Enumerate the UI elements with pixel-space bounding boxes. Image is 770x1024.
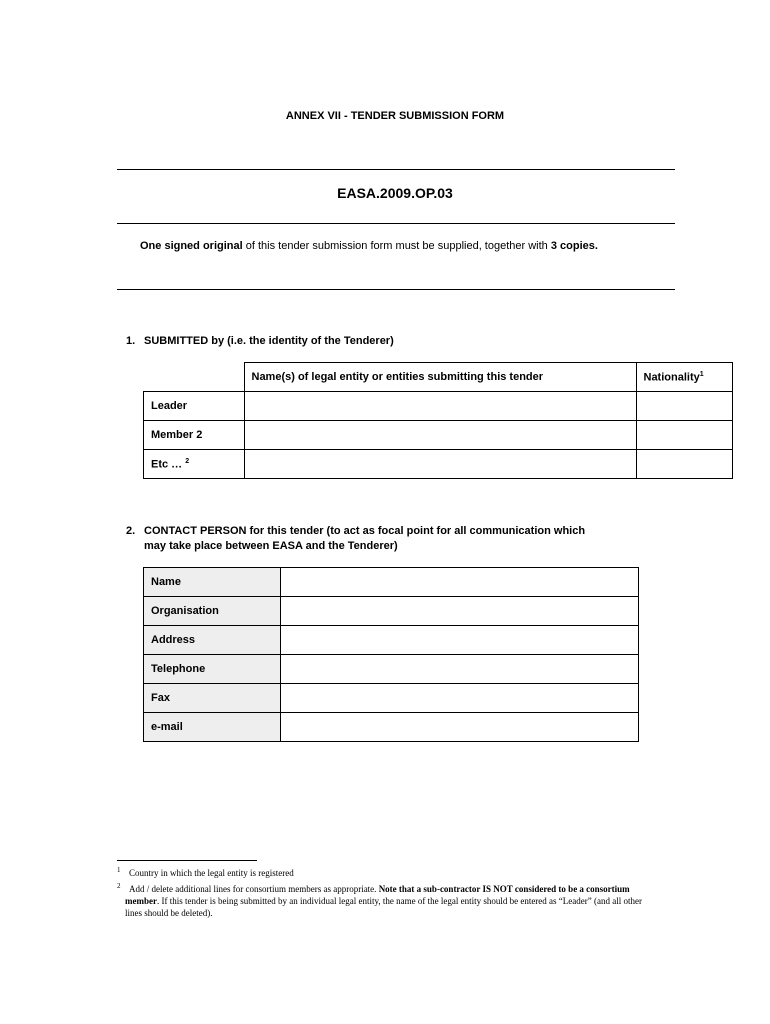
section2-number: 2.: [126, 525, 136, 537]
intro-middle-text: of this tender submission form must be supplied, together with: [242, 240, 551, 252]
footnote-2-text-b: . If this tender is being submitted by an individual legal entity, the name of the legal entity should be entered as “Leader” (and all other lines should be deleted).: [125, 896, 642, 918]
etc-nationality-cell[interactable]: [636, 450, 732, 479]
leader-name-cell[interactable]: [244, 392, 636, 421]
table-row: [144, 597, 639, 626]
table-row: [144, 626, 639, 655]
field-value-name[interactable]: [281, 568, 639, 597]
row-label-etc: Etc … $^2$: [144, 450, 245, 479]
field-label-email: e-mail: [144, 713, 281, 742]
table-row: [144, 392, 733, 421]
footnote-ref-1: 1: [699, 370, 704, 378]
field-value-address[interactable]: [281, 626, 639, 655]
bottom-rule: [117, 289, 675, 290]
section1-title: SUBMITTED by (i.e. the identity of the Tenderer): [144, 335, 394, 347]
footnote-1-text: Country in which the legal entity is registered: [129, 868, 294, 878]
intro-bold-count: 3: [550, 240, 557, 252]
section2-title-line1: CONTACT PERSON for this tender (to act as focal point for all communication which: [144, 525, 586, 537]
row-label-leader: Leader: [144, 392, 245, 421]
intro-end-text: copies.: [560, 240, 598, 252]
tender-reference: EASA.2009.OP.03: [337, 185, 453, 201]
member2-name-cell[interactable]: [244, 421, 636, 450]
field-value-email[interactable]: [281, 713, 639, 742]
table-row: [144, 421, 733, 450]
footnote-ref-2: 2: [185, 457, 190, 465]
table-row: [144, 450, 733, 479]
submitted-by-table: [143, 362, 733, 479]
table-row: [144, 655, 639, 684]
footnote-separator: [117, 860, 257, 861]
field-value-organisation[interactable]: [281, 597, 639, 626]
footnote-2-text-a: Add / delete additional lines for consortium members as appropriate.: [129, 884, 379, 894]
field-value-fax[interactable]: [281, 684, 639, 713]
contact-person-table: [143, 567, 639, 742]
section1-heading: [126, 334, 686, 350]
footnote-1: [117, 867, 677, 879]
footnote-2: [117, 883, 657, 919]
footnote-2-bold: Note that a sub-contractor IS NOT considered to be a consortium member: [125, 884, 630, 906]
field-label-telephone: Telephone: [144, 655, 281, 684]
field-label-address: Address: [144, 626, 281, 655]
section1-number: 1.: [126, 335, 136, 347]
section2-title-line2: may take place between EASA and the Tenderer): [144, 540, 398, 552]
table-row: [144, 568, 639, 597]
row-label-member2: Member 2: [144, 421, 245, 450]
footnote-2-mark: 2: [117, 882, 121, 890]
field-label-organisation: Organisation: [144, 597, 281, 626]
top-rule: [117, 169, 675, 170]
field-label-fax: Fax: [144, 684, 281, 713]
table-row: [144, 713, 639, 742]
table-header-row: [144, 363, 733, 392]
member2-nationality-cell[interactable]: [636, 421, 732, 450]
col-header-names: Name(s) of legal entity or entities submitting this tender: [244, 363, 636, 392]
etc-name-cell[interactable]: [244, 450, 636, 479]
field-value-telephone[interactable]: [281, 655, 639, 684]
table-row: [144, 684, 639, 713]
field-label-name: Name: [144, 568, 281, 597]
intro-paragraph: [140, 239, 655, 254]
section2-heading: [126, 524, 706, 556]
middle-rule: [117, 223, 675, 224]
annex-title: ANNEX VII - TENDER SUBMISSION FORM: [285, 110, 505, 122]
table-corner-cell: [144, 363, 245, 392]
intro-bold-original: One signed original: [140, 240, 243, 252]
leader-nationality-cell[interactable]: [636, 392, 732, 421]
footnote-1-mark: 1: [117, 866, 121, 874]
col-header-nationality: Nationality$^1$: [636, 363, 732, 392]
